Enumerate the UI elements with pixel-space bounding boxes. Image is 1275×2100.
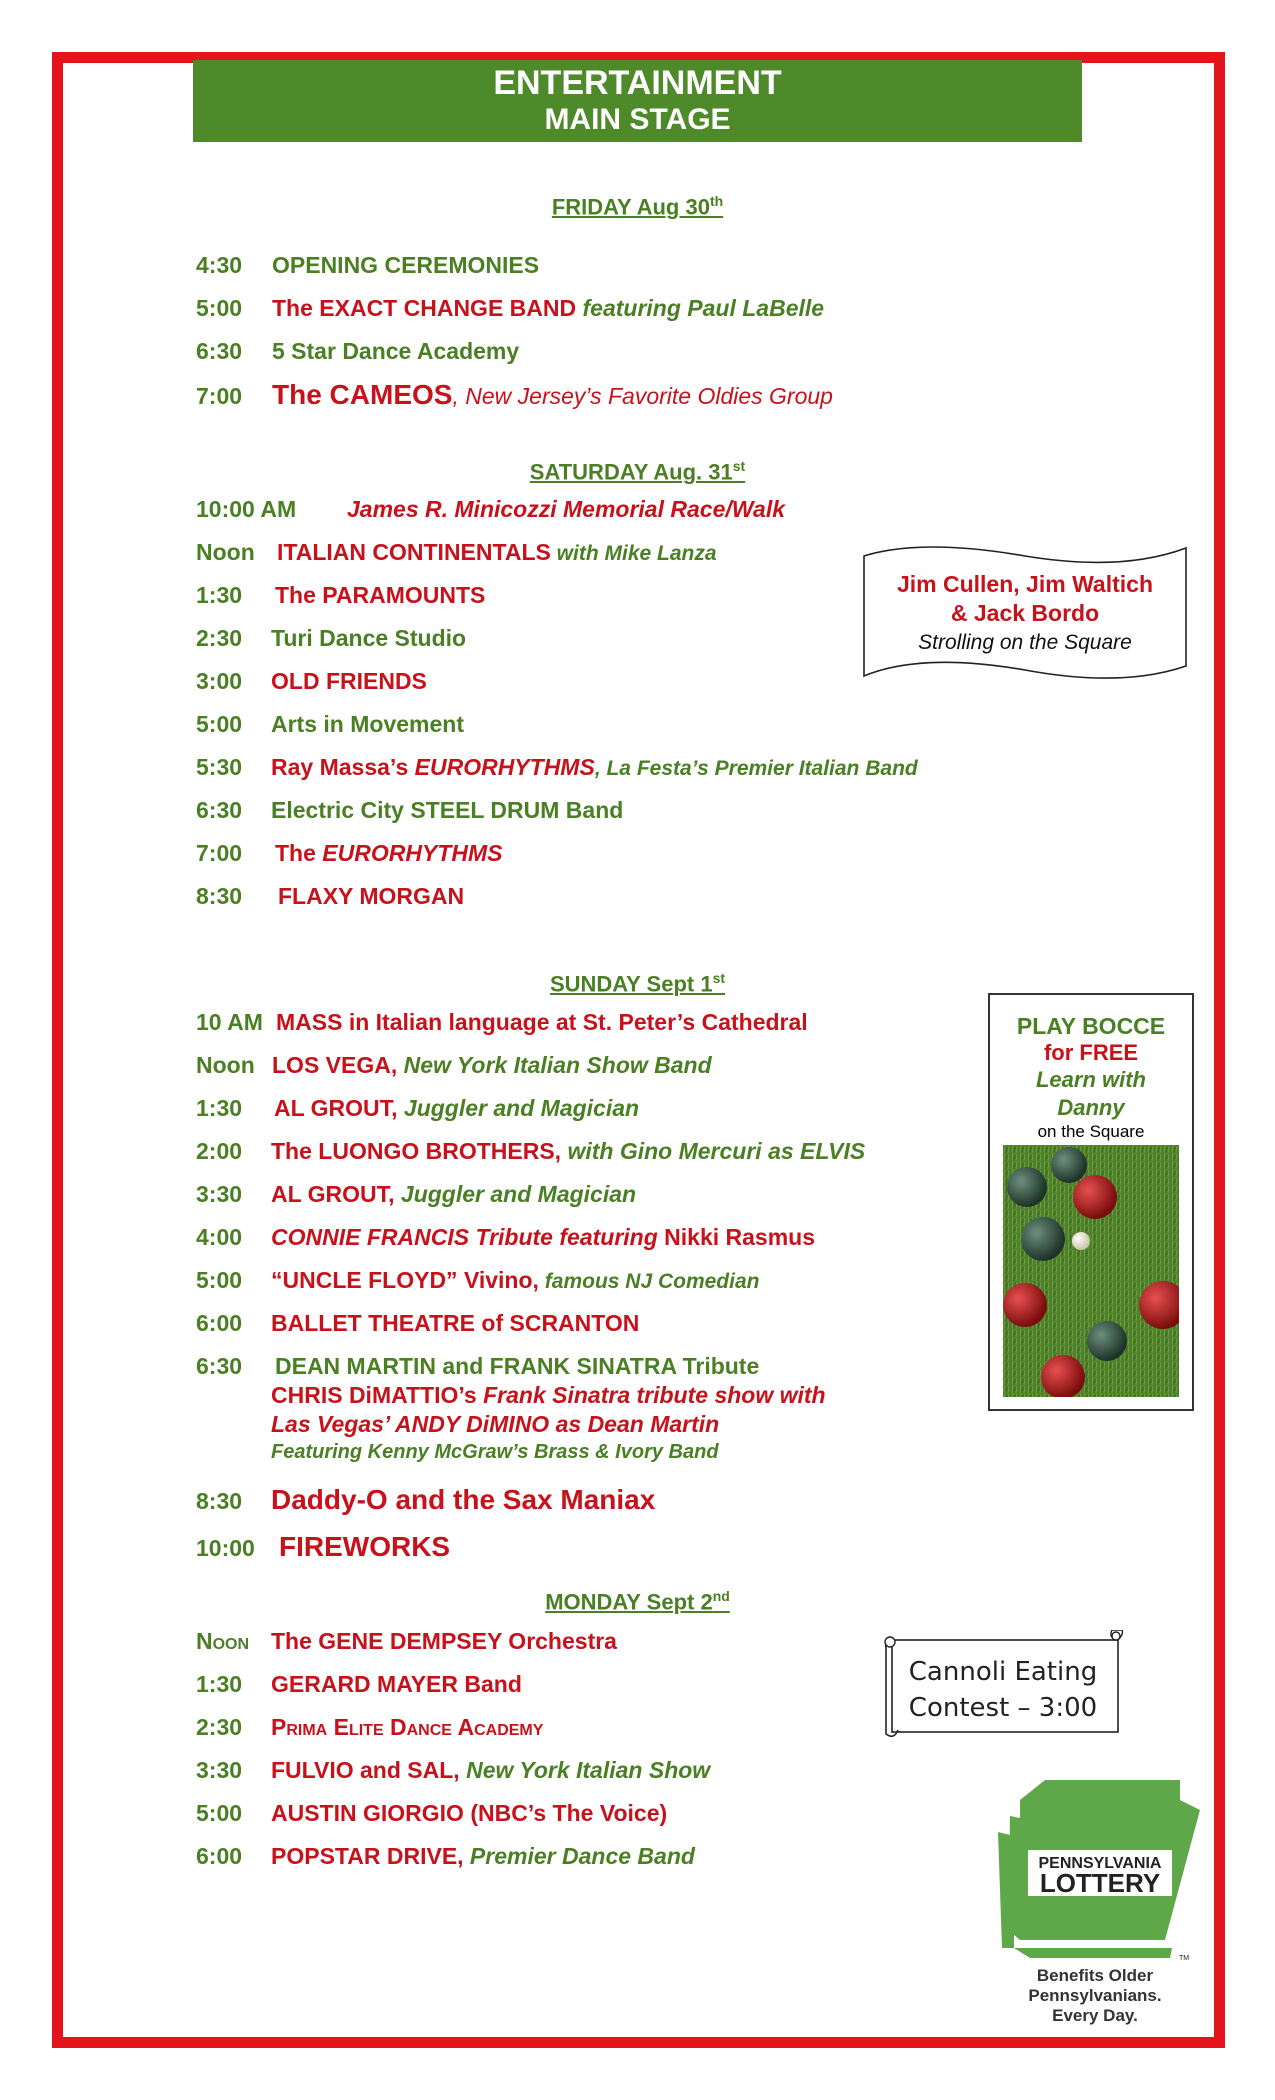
sunday-header: SUNDAY Sept 1st xyxy=(549,970,726,997)
bocce-line2: for FREE xyxy=(1043,1040,1139,1065)
strolling-line1: Jim Cullen, Jim Waltich xyxy=(896,571,1154,597)
list-item: 10:00 AM James R. Minicozzi Memorial Race/Walk xyxy=(196,496,786,522)
list-item: 3:00 OLD FRIENDS xyxy=(196,668,427,694)
list-item: 2:30 Prima Elite Dance Academy xyxy=(196,1714,544,1740)
lottery-tagline2: Every Day. xyxy=(1052,2006,1138,2025)
bocce-line4: Danny xyxy=(1057,1095,1125,1120)
list-item: 5:00 The EXACT CHANGE BAND featuring Paul LaBelle xyxy=(196,295,825,321)
list-item: 7:00 The CAMEOS, New Jersey’s Favorite Oldies Group xyxy=(196,379,833,410)
cannoli-line2: Contest – 3:00 xyxy=(908,1693,1098,1723)
friday-header: FRIDAY Aug 30th xyxy=(551,193,724,220)
pa-lottery-logo xyxy=(990,1780,1200,2025)
list-item: 4:00 CONNIE FRANCIS Tribute featuring Nikki Rasmus xyxy=(196,1224,816,1250)
list-item: 1:30 GERARD MAYER Band xyxy=(196,1671,522,1697)
keystone-icon xyxy=(990,1780,1200,1960)
strolling-scroll xyxy=(862,542,1188,682)
list-item: 8:30 Daddy-O and the Sax Maniax xyxy=(196,1484,656,1515)
list-item: 3:30 AL GROUT, Juggler and Magician xyxy=(196,1181,637,1207)
lottery-brand-line2: LOTTERY xyxy=(1039,1868,1161,1898)
list-item: 8:30 FLAXY MORGAN xyxy=(196,883,465,909)
saturday-header: SATURDAY Aug. 31st xyxy=(529,458,746,485)
list-item: 4:30 OPENING CEREMONIES xyxy=(196,252,540,278)
bocce-line3: Learn with xyxy=(1035,1067,1146,1092)
lottery-tm: TM xyxy=(1178,1955,1190,1960)
list-item: 6:30 5 Star Dance Academy xyxy=(196,338,520,364)
list-item: 6:00 BALLET THEATRE of SCRANTON xyxy=(196,1310,640,1336)
list-item: 6:30 DEAN MARTIN and FRANK SINATRA Tribute xyxy=(196,1353,760,1379)
strolling-line2: & Jack Bordo xyxy=(950,600,1100,626)
bocce-line1: PLAY BOCCE xyxy=(1016,1013,1166,1039)
list-item: 5:00 AUSTIN GIORGIO (NBC’s The Voice) xyxy=(196,1800,668,1826)
list-item: 1:30 AL GROUT, Juggler and Magician xyxy=(196,1095,640,1121)
list-item-continuation: Featuring Kenny McGraw’s Brass & Ivory Band xyxy=(271,1441,719,1463)
list-item: 10:00 FIREWORKS xyxy=(196,1531,451,1562)
cannoli-line1: Cannoli Eating xyxy=(908,1657,1098,1687)
list-item: 6:00 POPSTAR DRIVE, Premier Dance Band xyxy=(196,1843,695,1869)
list-item-continuation: Las Vegas’ ANDY DiMINO as Dean Martin xyxy=(271,1411,720,1437)
list-item: 2:00 The LUONGO BROTHERS, with Gino Mercuri as ELVIS xyxy=(196,1138,866,1164)
bocce-line5: on the Square xyxy=(1037,1122,1145,1141)
list-item: 1:30 The PARAMOUNTS xyxy=(196,582,486,608)
list-item: 10 AM MASS in Italian language at St. Peter’s Cathedral xyxy=(196,1009,808,1035)
header-banner xyxy=(193,60,1082,142)
list-item: 6:30 Electric City STEEL DRUM Band xyxy=(196,797,624,823)
lottery-tagline1: Benefits Older Pennsylvanians. xyxy=(1028,1966,1162,2005)
bocce-box xyxy=(988,993,1194,1411)
banner-subtitle: MAIN STAGE xyxy=(544,103,731,136)
list-item: Noon LOS VEGA, New York Italian Show Band xyxy=(196,1052,712,1078)
bocce-balls-image xyxy=(1003,1145,1179,1397)
cannoli-scroll xyxy=(880,1630,1126,1740)
list-item: 3:30 FULVIO and SAL, New York Italian Show xyxy=(196,1757,711,1783)
banner-title: ENTERTAINMENT xyxy=(493,64,782,102)
lottery-brand-line1: PENNSYLVANIA xyxy=(1038,1855,1162,1872)
strolling-line3: Strolling on the Square xyxy=(918,631,1132,654)
list-item: Noon The GENE DEMPSEY Orchestra xyxy=(196,1628,617,1654)
monday-header: MONDAY Sept 2nd xyxy=(545,1588,730,1615)
list-item-continuation: CHRIS DiMATTIO’s Frank Sinatra tribute show with xyxy=(271,1382,826,1408)
list-item: 5:30 Ray Massa’s EURORHYTHMS, La Festa’s Premier Italian Band xyxy=(196,754,918,780)
list-item: 7:00 The EURORHYTHMS xyxy=(196,840,503,866)
list-item: 5:00 “UNCLE FLOYD” Vivino, famous NJ Comedian xyxy=(196,1267,760,1293)
list-item: 5:00 Arts in Movement xyxy=(196,711,464,737)
list-item: 2:30 Turi Dance Studio xyxy=(196,625,467,651)
list-item: Noon ITALIAN CONTINENTALS with Mike Lanza xyxy=(196,539,717,565)
